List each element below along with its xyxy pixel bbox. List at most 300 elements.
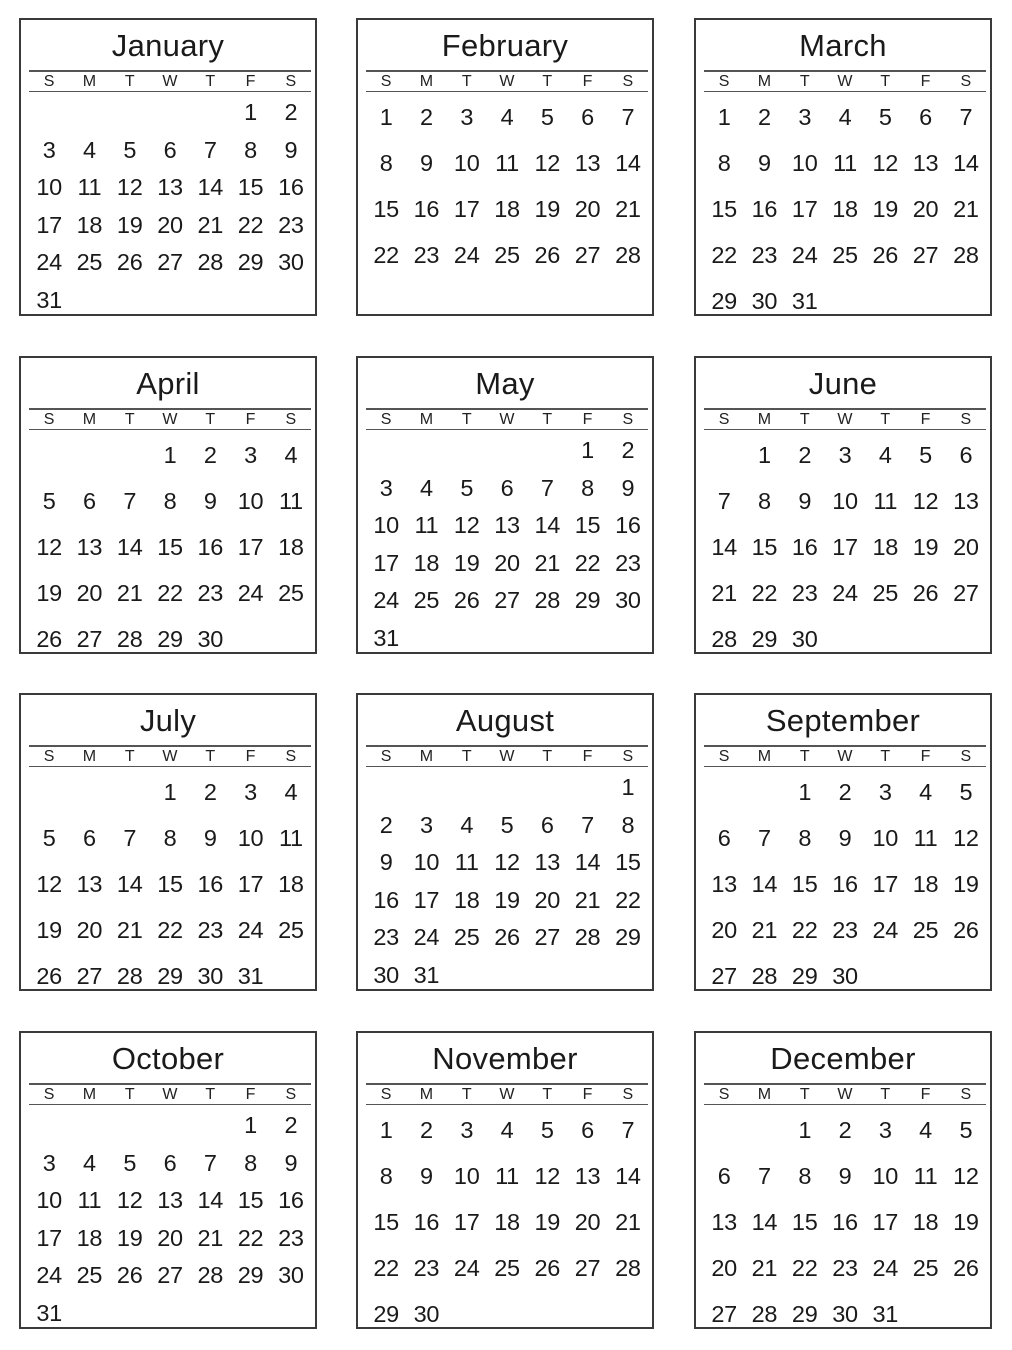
day-cell: 17 (872, 1209, 899, 1235)
day-cell: 7 (758, 825, 771, 851)
day-cell: 8 (379, 1163, 393, 1189)
day-cell: 9 (420, 1163, 433, 1189)
day-cell: 20 (494, 549, 520, 576)
day-cell: 3 (244, 442, 257, 468)
day-cell: 7 (203, 136, 217, 163)
weekday-label: S (43, 73, 55, 90)
weekday-label: T (461, 748, 472, 765)
day-cell: 2 (420, 104, 433, 130)
day-cell: 17 (237, 871, 264, 897)
empty-day-cell (366, 769, 406, 807)
day-cell: 21 (615, 1209, 641, 1235)
day-cell: 14 (953, 150, 979, 176)
weekday-header (29, 408, 311, 430)
day-cell: 17 (36, 1224, 62, 1251)
weekday-label: M (757, 748, 772, 765)
weekday-label: S (718, 1086, 730, 1103)
day-cell: 3 (878, 1117, 892, 1143)
day-cell: 17 (373, 549, 399, 576)
day-cell: 16 (413, 1209, 440, 1235)
day-cell: 16 (197, 871, 224, 897)
weekday-label: T (124, 1086, 135, 1103)
day-cell: 22 (791, 1255, 818, 1281)
day-cell: 24 (373, 587, 399, 613)
day-cell: 24 (413, 924, 440, 950)
day-cell: 2 (798, 442, 812, 468)
weekday-label: S (718, 748, 730, 765)
day-cell: 15 (711, 196, 737, 222)
day-cell: 30 (278, 249, 304, 275)
day-cell: 19 (36, 917, 62, 943)
day-cell: 7 (123, 488, 137, 514)
weekday-label: W (499, 411, 515, 428)
day-cell: 7 (621, 1117, 635, 1143)
day-cell: 20 (574, 1209, 601, 1235)
day-cell: 13 (157, 1187, 183, 1213)
day-cell: 8 (244, 136, 257, 163)
day-cell: 12 (953, 1163, 979, 1189)
day-cell: 4 (919, 779, 932, 805)
weekday-header (366, 408, 648, 430)
day-cell: 30 (197, 626, 224, 652)
day-cell: 12 (494, 849, 520, 875)
day-cell: 14 (197, 174, 224, 200)
day-cell: 26 (953, 917, 979, 943)
weekday-header (704, 70, 986, 92)
day-cell: 1 (244, 1112, 257, 1138)
day-grid (366, 94, 648, 278)
day-cell: 5 (42, 488, 56, 514)
day-cell: 19 (534, 1209, 561, 1235)
day-cell: 6 (581, 104, 594, 130)
day-cell: 14 (711, 534, 737, 560)
day-cell: 13 (76, 534, 103, 560)
day-cell: 15 (615, 849, 641, 875)
day-cell: 5 (540, 1117, 554, 1143)
day-cell: 10 (453, 150, 480, 176)
month-april (19, 356, 317, 654)
weekday-label: F (245, 73, 256, 90)
day-cell: 13 (574, 1163, 601, 1189)
day-cell: 1 (379, 104, 393, 130)
day-cell: 4 (284, 442, 298, 468)
day-cell: 23 (832, 1255, 858, 1281)
day-cell: 11 (495, 150, 519, 176)
weekday-label: S (622, 1086, 634, 1103)
day-cell: 6 (581, 1117, 594, 1143)
weekday-label: T (880, 411, 891, 428)
day-cell: 7 (621, 104, 635, 130)
day-cell: 14 (615, 1163, 641, 1189)
weekday-label: S (718, 411, 730, 428)
month-title: July (139, 703, 197, 738)
empty-day-cell (190, 94, 230, 132)
day-cell: 25 (494, 242, 520, 268)
weekday-label: T (542, 411, 553, 428)
day-cell: 16 (751, 196, 778, 222)
weekday-label: T (124, 73, 135, 90)
day-cell: 31 (36, 1299, 62, 1326)
day-cell: 2 (379, 811, 393, 838)
weekday-label: W (162, 73, 178, 90)
day-cell: 16 (832, 1209, 858, 1235)
day-cell: 4 (878, 442, 892, 468)
weekday-label: M (82, 73, 97, 90)
weekday-label: T (542, 73, 553, 90)
day-cell: 18 (76, 211, 103, 238)
day-cell: 26 (36, 626, 62, 652)
day-cell: 25 (832, 242, 858, 268)
day-cell: 10 (832, 488, 858, 514)
weekday-label: M (82, 748, 97, 765)
day-cell: 20 (76, 917, 103, 943)
day-cell: 21 (711, 580, 737, 606)
empty-day-cell (29, 94, 69, 132)
weekday-label: W (162, 1086, 178, 1103)
day-cell: 23 (278, 211, 304, 238)
day-cell: 14 (116, 534, 143, 560)
day-cell: 16 (832, 871, 858, 897)
day-cell: 17 (791, 196, 818, 222)
month-october (19, 1031, 317, 1329)
empty-day-cell (487, 432, 527, 470)
day-cell: 11 (278, 488, 303, 514)
day-cell: 15 (373, 1209, 399, 1235)
day-cell: 15 (791, 871, 818, 897)
day-cell: 25 (912, 1255, 939, 1281)
day-cell: 2 (838, 779, 852, 805)
weekday-label: F (245, 1086, 256, 1103)
day-cell: 27 (157, 1262, 183, 1288)
day-cell: 22 (791, 917, 818, 943)
day-cell: 19 (534, 196, 561, 222)
day-cell: 17 (413, 886, 440, 913)
day-cell: 4 (460, 811, 474, 838)
day-cell: 3 (838, 442, 852, 468)
day-cell: 13 (574, 150, 601, 176)
day-cell: 25 (872, 580, 899, 606)
day-cell: 19 (953, 871, 979, 897)
weekday-label: T (542, 748, 553, 765)
weekday-label: T (799, 411, 810, 428)
day-cell: 30 (373, 961, 399, 988)
day-cell: 29 (237, 249, 264, 275)
weekday-label: W (837, 73, 853, 90)
day-cell: 23 (751, 242, 778, 268)
day-cell: 28 (197, 249, 224, 275)
day-cell: 19 (872, 196, 899, 222)
day-cell: 11 (278, 825, 303, 851)
day-cell: 17 (832, 534, 858, 560)
day-cell: 6 (540, 811, 554, 838)
weekday-header (29, 70, 311, 92)
day-cell: 19 (453, 549, 480, 576)
weekday-header (704, 1083, 986, 1105)
day-cell: 30 (413, 1301, 440, 1327)
day-cell: 25 (278, 917, 304, 943)
weekday-label: M (419, 1086, 434, 1103)
day-cell: 4 (500, 1117, 514, 1143)
day-cell: 25 (278, 580, 304, 606)
day-cell: 2 (203, 442, 217, 468)
weekday-label: W (162, 748, 178, 765)
day-cell: 9 (420, 150, 433, 176)
weekday-label: M (82, 1086, 97, 1103)
day-cell: 25 (413, 587, 440, 613)
weekday-label: M (82, 411, 97, 428)
weekday-header (29, 745, 311, 767)
day-cell: 1 (163, 442, 177, 468)
weekday-label: M (757, 411, 772, 428)
day-cell: 10 (872, 825, 899, 851)
day-cell: 24 (237, 580, 264, 606)
weekday-label: T (205, 73, 216, 90)
day-cell: 26 (494, 924, 520, 950)
weekday-label: S (285, 1086, 297, 1103)
empty-day-cell (744, 1107, 784, 1153)
day-cell: 11 (873, 488, 898, 514)
day-cell: 15 (751, 534, 778, 560)
weekday-label: F (920, 748, 931, 765)
day-cell: 31 (791, 288, 818, 314)
day-cell: 15 (237, 1187, 264, 1213)
weekday-label: S (622, 73, 634, 90)
day-cell: 16 (791, 534, 818, 560)
day-cell: 9 (379, 849, 393, 875)
day-cell: 4 (284, 779, 298, 805)
empty-day-cell (69, 1107, 109, 1145)
day-cell: 5 (540, 104, 554, 130)
day-cell: 20 (534, 886, 561, 913)
day-cell: 9 (758, 150, 771, 176)
day-cell: 1 (621, 774, 635, 800)
weekday-label: T (461, 411, 472, 428)
empty-day-cell (190, 1107, 230, 1145)
day-cell: 9 (798, 488, 812, 514)
day-cell: 12 (953, 825, 979, 851)
day-cell: 6 (500, 474, 514, 501)
day-cell: 29 (751, 626, 778, 652)
day-cell: 14 (615, 150, 641, 176)
day-cell: 8 (379, 150, 393, 176)
day-cell: 24 (791, 242, 818, 268)
day-cell: 27 (157, 249, 183, 275)
day-cell: 6 (919, 104, 932, 130)
day-cell: 18 (278, 871, 304, 897)
day-cell: 8 (163, 488, 177, 514)
day-cell: 26 (116, 249, 143, 275)
day-cell: 16 (278, 1187, 304, 1213)
day-cell: 9 (621, 474, 635, 501)
weekday-label: T (461, 1086, 472, 1103)
day-cell: 23 (615, 549, 641, 576)
empty-day-cell (110, 432, 150, 478)
day-cell: 2 (284, 99, 298, 125)
day-cell: 21 (751, 1255, 778, 1281)
day-cell: 28 (574, 924, 601, 950)
empty-day-cell (447, 769, 487, 807)
weekday-label: S (380, 411, 392, 428)
day-cell: 10 (791, 150, 818, 176)
weekday-label: S (622, 411, 634, 428)
weekday-label: F (582, 73, 593, 90)
day-cell: 8 (758, 488, 771, 514)
day-cell: 1 (758, 442, 771, 468)
day-cell: 21 (116, 580, 143, 606)
day-cell: 14 (116, 871, 143, 897)
day-cell: 3 (878, 779, 892, 805)
day-cell: 28 (116, 963, 143, 989)
day-cell: 14 (197, 1187, 224, 1213)
weekday-label: T (124, 411, 135, 428)
day-cell: 12 (534, 1163, 561, 1189)
day-cell: 31 (413, 961, 440, 988)
empty-day-cell (29, 432, 69, 478)
weekday-label: T (880, 748, 891, 765)
day-cell: 20 (574, 196, 601, 222)
day-cell: 24 (453, 242, 480, 268)
weekday-label: S (622, 748, 634, 765)
weekday-label: W (499, 748, 515, 765)
empty-day-cell (150, 94, 190, 132)
day-cell: 27 (711, 963, 737, 989)
day-cell: 30 (615, 587, 641, 613)
day-cell: 16 (197, 534, 224, 560)
day-cell: 15 (574, 512, 601, 538)
day-cell: 6 (717, 825, 731, 851)
day-cell: 19 (36, 580, 62, 606)
day-cell: 23 (373, 924, 399, 950)
day-cell: 27 (76, 626, 103, 652)
weekday-label: W (837, 411, 853, 428)
day-cell: 14 (534, 512, 561, 538)
weekday-label: T (880, 73, 891, 90)
day-cell: 8 (621, 811, 635, 838)
day-cell: 20 (953, 534, 979, 560)
day-cell: 19 (912, 534, 939, 560)
empty-day-cell (110, 94, 150, 132)
month-march (694, 18, 992, 316)
day-cell: 4 (420, 474, 433, 501)
day-cell: 22 (237, 211, 264, 238)
day-cell: 11 (913, 825, 938, 851)
day-cell: 14 (751, 1209, 778, 1235)
day-cell: 15 (237, 174, 264, 200)
day-cell: 29 (157, 626, 183, 652)
day-grid (29, 1107, 311, 1332)
day-cell: 29 (237, 1262, 264, 1288)
day-cell: 25 (453, 924, 480, 950)
day-grid (704, 769, 986, 999)
weekday-label: S (285, 411, 297, 428)
day-cell: 23 (197, 580, 224, 606)
day-cell: 5 (123, 1149, 137, 1176)
weekday-label: F (920, 1086, 931, 1103)
day-cell: 11 (495, 1163, 519, 1189)
day-cell: 22 (157, 917, 183, 943)
month-title: March (799, 28, 887, 63)
day-cell: 27 (953, 580, 979, 606)
empty-day-cell (69, 432, 109, 478)
month-title: November (432, 1041, 578, 1076)
day-cell: 2 (203, 779, 217, 805)
day-cell: 21 (574, 886, 601, 913)
day-cell: 25 (494, 1255, 520, 1281)
day-cell: 1 (379, 1117, 393, 1143)
day-cell: 26 (453, 587, 480, 613)
day-cell: 3 (379, 474, 393, 501)
day-cell: 13 (953, 488, 979, 514)
day-cell: 31 (36, 286, 62, 313)
month-title: May (475, 366, 535, 401)
weekday-label: S (718, 73, 730, 90)
day-cell: 28 (615, 242, 641, 268)
day-grid (366, 769, 648, 994)
day-cell: 5 (959, 1117, 973, 1143)
day-cell: 17 (36, 211, 62, 238)
day-cell: 24 (36, 249, 62, 275)
day-cell: 1 (798, 1117, 812, 1143)
day-cell: 20 (157, 211, 183, 238)
day-cell: 10 (453, 1163, 480, 1189)
day-grid (704, 1107, 986, 1337)
day-cell: 4 (83, 136, 96, 163)
weekday-label: M (419, 411, 434, 428)
day-cell: 5 (959, 779, 973, 805)
weekday-label: W (499, 1086, 515, 1103)
day-cell: 26 (872, 242, 899, 268)
day-cell: 24 (872, 917, 899, 943)
day-cell: 26 (912, 580, 939, 606)
day-cell: 22 (574, 549, 601, 576)
day-cell: 3 (420, 811, 433, 838)
day-cell: 3 (42, 1149, 56, 1176)
day-cell: 18 (413, 549, 440, 576)
empty-day-cell (567, 769, 607, 807)
day-cell: 2 (420, 1117, 433, 1143)
weekday-label: W (499, 73, 515, 90)
day-cell: 10 (237, 825, 264, 851)
day-cell: 29 (711, 288, 737, 314)
empty-day-cell (110, 1107, 150, 1145)
day-cell: 11 (77, 1187, 102, 1213)
day-cell: 8 (717, 150, 731, 176)
day-cell: 3 (798, 104, 812, 130)
day-grid (29, 432, 311, 662)
day-cell: 23 (278, 1224, 304, 1251)
day-cell: 23 (413, 1255, 440, 1281)
day-cell: 3 (244, 779, 257, 805)
day-cell: 27 (494, 587, 520, 613)
day-cell: 26 (116, 1262, 143, 1288)
day-cell: 12 (534, 150, 561, 176)
day-cell: 28 (197, 1262, 224, 1288)
day-cell: 24 (453, 1255, 480, 1281)
day-cell: 13 (912, 150, 939, 176)
day-cell: 7 (203, 1149, 217, 1176)
day-cell: 13 (76, 871, 103, 897)
day-cell: 24 (832, 580, 858, 606)
day-cell: 17 (872, 871, 899, 897)
day-cell: 21 (615, 196, 641, 222)
day-cell: 28 (711, 626, 737, 652)
day-cell: 11 (913, 1163, 938, 1189)
day-cell: 10 (413, 849, 440, 875)
day-cell: 7 (717, 488, 731, 514)
day-cell: 20 (711, 917, 737, 943)
empty-day-cell (69, 94, 109, 132)
day-cell: 6 (163, 1149, 177, 1176)
